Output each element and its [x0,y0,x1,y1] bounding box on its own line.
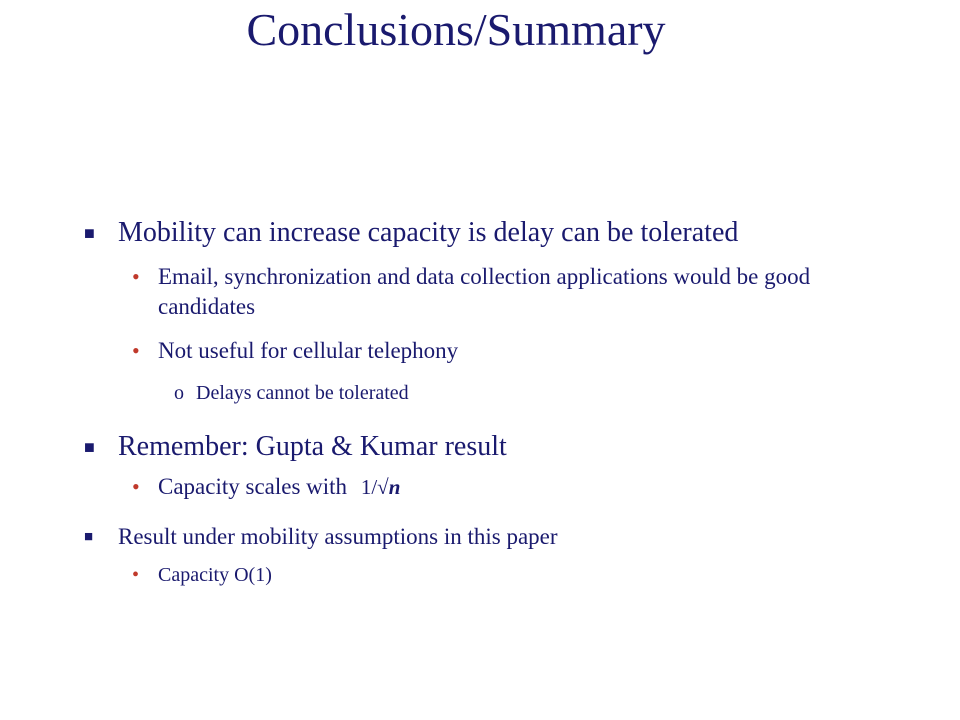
square-bullet-icon: ■ [84,529,94,545]
sub-bullet-text: Capacity O(1) [158,564,272,586]
sub-bullet-item-capacity-scales [130,472,864,502]
sub-bullet-item-email [130,262,864,322]
dot-bullet-icon: • [132,338,140,363]
sub-bullet-item-capacity-o1 [130,562,864,588]
bullet-item-mobility [84,216,864,250]
slide-content [84,216,864,588]
math-prefix: 1/√ [360,475,389,499]
bullet-text: Result under mobility assumptions in this paper [118,524,558,549]
dot-bullet-icon: • [132,564,140,586]
square-bullet-icon: ■ [84,223,95,243]
sub-sub-bullet-text: Delays cannot be tolerated [196,382,409,404]
square-bullet-icon: ■ [84,437,95,457]
bullet-text: Mobility can increase capacity is delay can be tolerated [118,217,739,248]
math-variable: n [388,475,401,499]
bullet-item-mobility-assumptions [84,522,864,552]
sub-sub-bullet-item-delays [174,380,864,406]
dot-bullet-icon: • [132,474,140,499]
circle-bullet-icon: o [174,382,184,404]
sub-bullet-text: Not useful for cellular telephony [158,338,459,363]
slide-title: Conclusions/Summary [246,4,666,55]
math-expression [361,475,401,499]
sub-bullet-text: Capacity scales with [158,474,348,499]
sub-bullet-item-cellular [130,336,864,366]
bullet-item-gupta-kumar [84,430,864,464]
bullet-text: Remember: Gupta & Kumar result [118,431,507,462]
sub-bullet-text: Email, synchronization and data collection applications would be good candidates [158,264,811,319]
dot-bullet-icon: • [132,264,140,289]
